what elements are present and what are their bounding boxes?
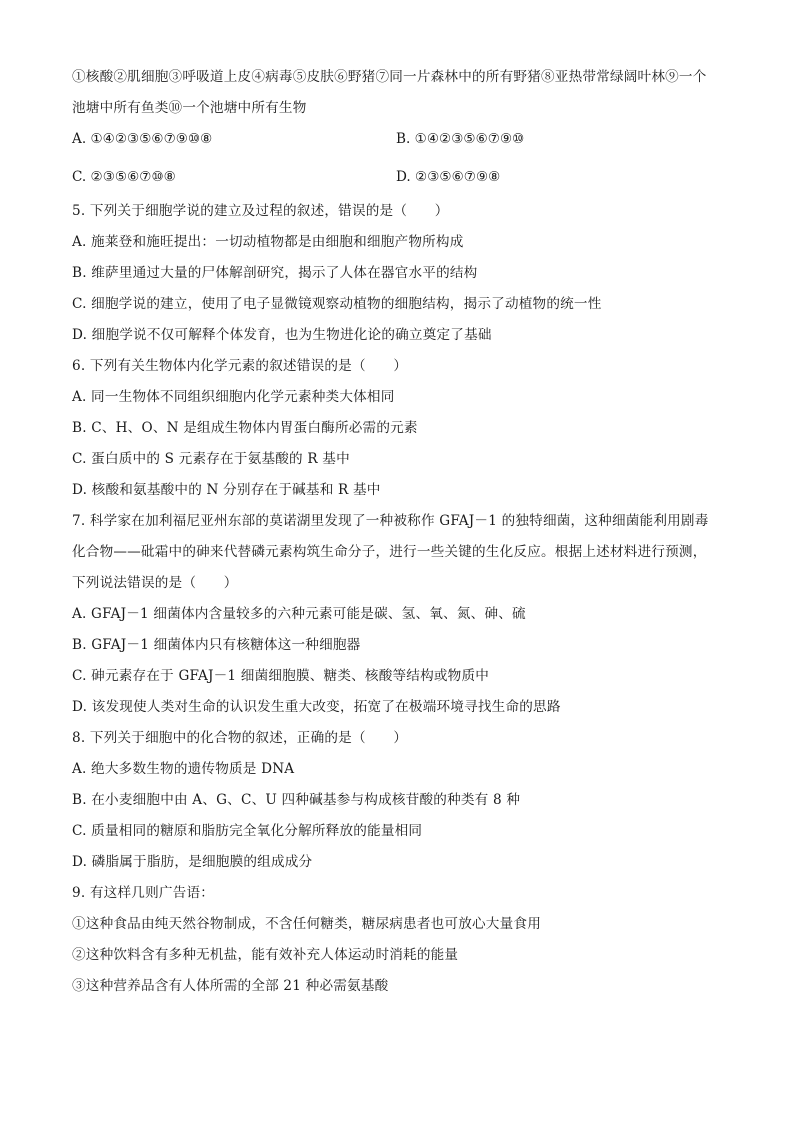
question-6-option-b[interactable]: B. C、H、O、N 是组成生物体内胃蛋白酶所必需的元素 (72, 420, 418, 436)
question-5-stem: 5. 下列关于细胞学说的建立及过程的叙述，错误的是（ ） (72, 203, 449, 219)
question-8-option-d[interactable]: D. 磷脂属于脂肪，是细胞膜的组成成分 (72, 854, 313, 870)
question-4-stem-line-2: 池塘中所有鱼类⑩一个池塘中所有生物 (72, 100, 307, 116)
question-9 (72, 878, 732, 1002)
question-6-option-c[interactable]: C. 蛋白质中的 S 元素存在于氨基酸的 R 基中 (72, 451, 350, 467)
question-4-option-d[interactable]: D. ②③⑤⑥⑦⑨⑧ (396, 169, 501, 185)
question-6 (72, 351, 732, 506)
question-9-item-1: ①这种食品由纯天然谷物制成，不含任何糖类，糖尿病患者也可放心大量食用 (72, 916, 541, 932)
question-4-option-b[interactable]: B. ①④②③⑤⑥⑦⑨⑩ (396, 131, 525, 147)
question-7-option-b[interactable]: B. GFAJ－1 细菌体内只有核糖体这一种细胞器 (72, 637, 361, 653)
question-4-options-row-1 (72, 124, 732, 158)
question-7-option-a[interactable]: A. GFAJ－1 细菌体内含量较多的六种元素可能是碳、氢、氧、氮、砷、硫 (72, 606, 526, 622)
question-8-stem: 8. 下列关于细胞中的化合物的叙述，正确的是（ ） (72, 730, 408, 746)
question-7-option-c[interactable]: C. 砷元素存在于 GFAJ－1 细菌细胞膜、糖类、核酸等结构或物质中 (72, 668, 490, 684)
question-4-stem-line-1: ①核酸②肌细胞③呼吸道上皮④病毒⑤皮肤⑥野猪⑦同一片森林中的所有野猪⑧亚热带常绿阔叶林⑨一个 (72, 69, 707, 85)
question-8-option-b[interactable]: B. 在小麦细胞中由 A、G、C、U 四种碱基参与构成核苷酸的种类有 8 种 (72, 792, 521, 808)
exam-page (72, 62, 732, 1002)
question-6-stem: 6. 下列有关生物体内化学元素的叙述错误的是（ ） (72, 358, 408, 374)
question-9-item-2: ②这种饮料含有多种无机盐，能有效补充人体运动时消耗的能量 (72, 947, 459, 963)
question-8-option-c[interactable]: C. 质量相同的糖原和脂肪完全氧化分解所释放的能量相同 (72, 823, 423, 839)
question-5-option-c[interactable]: C. 细胞学说的建立，使用了电子显微镜观察动植物的细胞结构，揭示了动植物的统一性 (72, 296, 602, 312)
question-9-stem: 9. 有这样几则广告语： (72, 885, 215, 901)
question-7-stem-line-2: 化合物——砒霜中的砷来代替磷元素构筑生命分子，进行一些关键的生化反应。根据上述材料进行预测， (72, 544, 707, 560)
question-5-option-a[interactable]: A. 施莱登和施旺提出：一切动植物都是由细胞和细胞产物所构成 (72, 234, 464, 250)
question-7-stem-line-1: 7. 科学家在加利福尼亚州东部的莫诺湖里发现了一种被称作 GFAJ－1 的独特细菌，这种细菌能利用剧毒 (72, 513, 709, 529)
question-8-option-a[interactable]: A. 绝大多数生物的遗传物质是 DNA (72, 761, 295, 777)
question-5-option-d[interactable]: D. 细胞学说不仅可解释个体发育，也为生物进化论的确立奠定了基础 (72, 327, 492, 343)
question-7-option-d[interactable]: D. 该发现使人类对生命的认识发生重大改变，拓宽了在极端环境寻找生命的思路 (72, 699, 561, 715)
question-8 (72, 723, 732, 878)
question-4-option-a[interactable]: A. ①④②③⑤⑥⑦⑨⑩⑧ (72, 131, 213, 147)
question-9-item-3: ③这种营养品含有人体所需的全部 21 种必需氨基酸 (72, 978, 389, 994)
question-4-options-row-2 (72, 162, 732, 196)
question-6-option-d[interactable]: D. 核酸和氨基酸中的 N 分别存在于碱基和 R 基中 (72, 482, 381, 498)
question-4-option-c[interactable]: C. ②③⑤⑥⑦⑩⑧ (72, 169, 176, 185)
question-5-option-b[interactable]: B. 维萨里通过大量的尸体解剖研究，揭示了人体在器官水平的结构 (72, 265, 478, 281)
question-4 (72, 62, 732, 196)
question-7-stem-line-3: 下列说法错误的是（ ） (72, 575, 238, 591)
question-7 (72, 506, 732, 723)
question-6-option-a[interactable]: A. 同一生物体不同组织细胞内化学元素种类大体相同 (72, 389, 395, 405)
question-5 (72, 196, 732, 351)
